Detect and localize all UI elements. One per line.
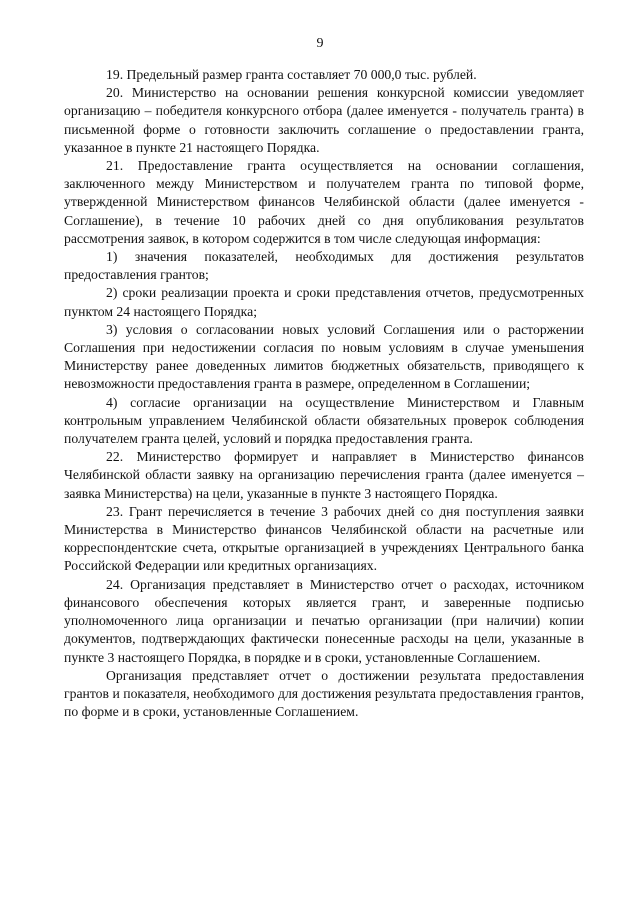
paragraph-19: 19. Предельный размер гранта составляет 70 000,0 тыс. рублей. bbox=[106, 67, 477, 82]
paragraph-21-item-3: 3) условия о согласовании новых условий Соглашения или о расторжении Соглашения при недостижении согласия по новым условиям в случае уменьшения Министерству ранее доведенных лимитов бюджетных обязательств, приводящего к невозможности предоставления гранта в размере, определенном в Соглашении; bbox=[64, 321, 584, 392]
document-body bbox=[64, 66, 584, 721]
paragraph-24: 24. Организация представляет в Министерство отчет о расходах, источником финансового обеспечения которых является грант, и заверенные подписью уполномоченного лица организации и печатью организации (при наличии) копии документов, подтверждающих фактически понесенные расходы на цели, указанные в пункте 3 настоящего Порядка, в порядке и в сроки, установленные Соглашением. bbox=[64, 576, 584, 665]
page-number: 9 bbox=[316, 36, 324, 51]
paragraph-21-item-4: 4) согласие организации на осуществление Министерством и Главным контрольным управлением Челябинской области обязательных проверок соблюдения получателем гранта целей, условий и порядка предоставления гранта. bbox=[64, 394, 584, 447]
paragraph-20: 20. Министерство на основании решения конкурсной комиссии уведомляет организацию – победителя конкурсного отбора (далее именуется - получатель гранта) в письменной форме о готовности заключить соглашение о предоставлении гранта, указанное в пункте 21 настоящего Порядка. bbox=[64, 85, 584, 155]
paragraph-22: 22. Министерство формирует и направляет в Министерство финансов Челябинской области заявку на организацию перечисления гранта (далее именуется – заявка Министерства) на цели, указанные в пункте 3 настоящего Порядка. bbox=[64, 449, 584, 501]
paragraph-24-report: Организация представляет отчет о достижении результата предоставления грантов и показателя, необходимого для достижения результата предоставления грантов, по форме и в сроки, установленные Соглашением. bbox=[64, 667, 584, 720]
paragraph-21-item-2: 2) сроки реализации проекта и сроки представления отчетов, предусмотренных пунктом 24 настоящего Порядка; bbox=[64, 285, 584, 319]
paragraph-23: 23. Грант перечисляется в течение 3 рабочих дней со дня поступления заявки Министерства в Министерство финансов Челябинской области на расчетные или корреспондентские счета, открытые организацией в учреждениях Центрального банка Российской Федерации или кредитных организациях. bbox=[64, 503, 584, 574]
paragraph-21: 21. Предоставление гранта осуществляется на основании соглашения, заключенного между Министерством и получателем гранта по типовой форме, утвержденной Министерством финансов Челябинской области (далее именуется - Соглашение), в течение 10 рабочих дней со дня опубликования результатов рассмотрения заявок, в котором содержится в том числе следующая информация: bbox=[64, 158, 584, 246]
paragraph-21-item-1: 1) значения показателей, необходимых для достижения результатов предоставления грантов; bbox=[64, 249, 584, 283]
